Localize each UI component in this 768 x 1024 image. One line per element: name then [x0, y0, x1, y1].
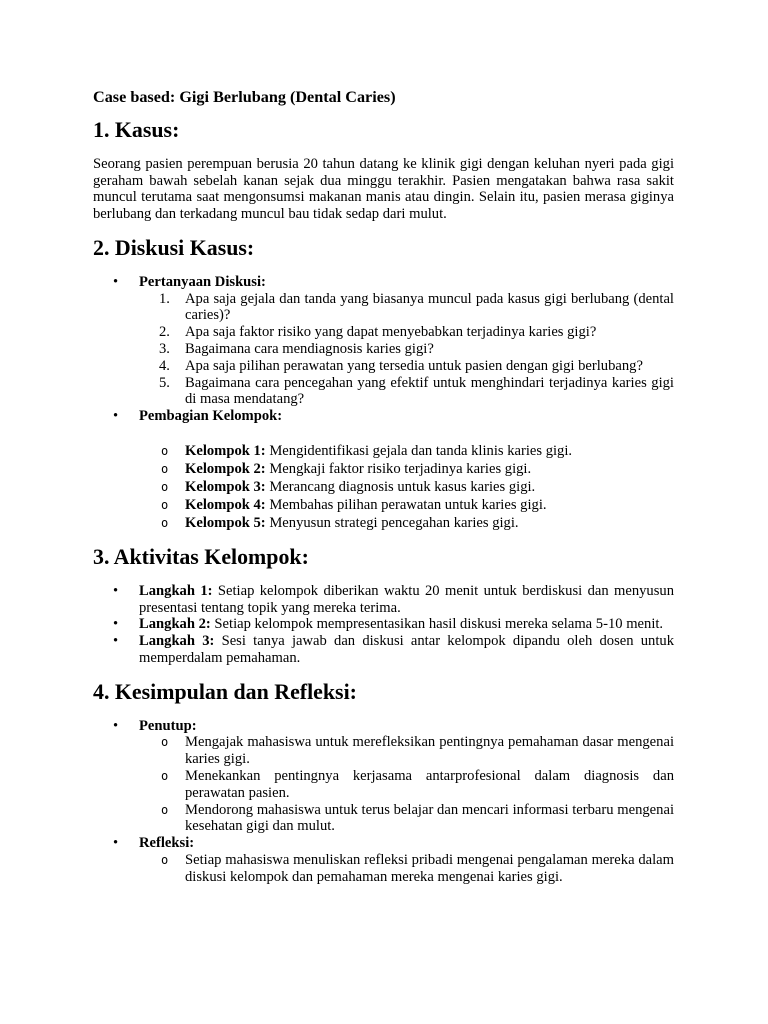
- question-text: Apa saja pilihan perawatan yang tersedia untuk pasien dengan gigi berlubang?: [185, 357, 643, 374]
- section-diskusi-heading: 2. Diskusi Kasus:: [93, 234, 255, 260]
- question-item: [139, 375, 674, 409]
- refleksi-sublist: [139, 852, 674, 886]
- refleksi-label: Refleksi:: [139, 835, 195, 852]
- pembagian-item: [93, 408, 674, 532]
- pertanyaan-label: Pertanyaan Diskusi:: [139, 273, 266, 290]
- question-number: 3.: [159, 340, 170, 357]
- step-label: Langkah 3:: [139, 633, 215, 650]
- penutup-sublist: [139, 734, 674, 835]
- pembagian-label: Pembagian Kelompok:: [139, 408, 283, 425]
- kesimpulan-list: [93, 718, 674, 886]
- penutup-item: [93, 718, 674, 836]
- step-text: Sesi tanya jawab dan diskusi antar kelompok dipandu oleh dosen untuk memperdalam pemahaman.: [139, 633, 674, 666]
- question-text: Apa saja faktor risiko yang dapat menyebabkan terjadinya karies gigi?: [185, 324, 597, 341]
- step-text: Setiap kelompok diberikan waktu 20 menit untuk berdiskusi dan menyusun presentasi tentang topik yang mereka terima.: [139, 582, 675, 616]
- page-title: Case based: Gigi Berlubang (Dental Caries): [93, 88, 396, 106]
- step-label: Langkah 2:: [139, 616, 211, 633]
- group-text: Membahas pilihan perawatan untuk karies gigi.: [265, 496, 547, 513]
- group-label: Kelompok 5:: [185, 514, 266, 531]
- group-text: Mengidentifikasi gejala dan tanda klinis karies gigi.: [265, 442, 573, 459]
- group-text: Merancang diagnosis untuk kasus karies gigi.: [265, 478, 536, 495]
- group-list: [139, 442, 674, 532]
- group-item: [139, 496, 674, 514]
- diskusi-list: [93, 274, 674, 532]
- question-number: 1.: [159, 290, 170, 307]
- question-number: 2.: [159, 324, 170, 341]
- group-label: Kelompok 3:: [185, 478, 266, 495]
- group-label: Kelompok 1:: [185, 442, 266, 459]
- step-item: [93, 616, 674, 633]
- step-item: [93, 583, 674, 617]
- case-paragraph: Seorang pasien perempuan berusia 20 tahun datang ke klinik gigi dengan keluhan nyeri pada gigi geraham bawah sebelah kanan sejak dua minggu terakhir. Pasien mengatakan bahwa rasa sakit muncul terutama saat mengonsumsi makanan manis atau dingin. Selain itu, pasien merasa giginya berlubang dan terkadang muncul bau tidak sedap dari mulut.: [93, 155, 674, 223]
- group-label: Kelompok 4:: [185, 496, 266, 513]
- penutup-point: o Mendorong mahasiswa untuk terus belajar dan mencari informasi terbaru mengenai kesehatan gigi dan mulut.: [139, 802, 674, 836]
- step-list: [93, 583, 674, 667]
- refleksi-point: o Setiap mahasiswa menuliskan refleksi pribadi mengenai pengalaman mereka dalam diskusi kelompok dan pemahaman mereka mengenai karies gigi.: [139, 852, 674, 886]
- question-item: [139, 291, 674, 325]
- question-item: [139, 341, 674, 358]
- group-item: [139, 478, 674, 496]
- question-item: [139, 358, 674, 375]
- penutup-point: o Mengajak mahasiswa untuk merefleksikan pentingnya pemahaman dasar mengenai karies gigi.: [139, 734, 674, 768]
- question-list: [139, 291, 674, 409]
- pertanyaan-item: [93, 274, 674, 408]
- group-item: [139, 514, 674, 532]
- section-kesimpulan-heading: 4. Kesimpulan dan Refleksi:: [93, 678, 357, 704]
- question-text: Bagaimana cara mendiagnosis karies gigi?: [185, 340, 434, 357]
- step-label: Langkah 1:: [139, 582, 213, 599]
- group-text: Menyusun strategi pencegahan karies gigi.: [265, 514, 519, 531]
- group-label: Kelompok 2:: [185, 460, 266, 477]
- penutup-point: o Menekankan pentingnya kerjasama antarprofesional dalam diagnosis dan perawatan pasien.: [139, 768, 674, 802]
- section-aktivitas-heading: 3. Aktivitas Kelompok:: [93, 543, 309, 569]
- step-text: Setiap kelompok mempresentasikan hasil diskusi mereka selama 5-10 menit.: [210, 616, 664, 633]
- step-item: [93, 633, 674, 667]
- section-kasus-heading: 1. Kasus:: [93, 117, 180, 142]
- question-text: Apa saja gejala dan tanda yang biasanya muncul pada kasus gigi berlubang (dental caries)?: [185, 290, 674, 324]
- penutup-label: Penutup:: [139, 717, 197, 734]
- question-number: 4.: [159, 357, 170, 374]
- refleksi-item: [93, 835, 674, 885]
- question-item: [139, 324, 674, 341]
- question-text: Bagaimana cara pencegahan yang efektif untuk menghindari terjadinya karies gigi di masa mendatang?: [185, 374, 674, 408]
- group-item: [139, 460, 674, 478]
- group-item: [139, 442, 674, 460]
- question-number: 5.: [159, 374, 170, 391]
- group-text: Mengkaji faktor risiko terjadinya karies gigi.: [265, 460, 532, 477]
